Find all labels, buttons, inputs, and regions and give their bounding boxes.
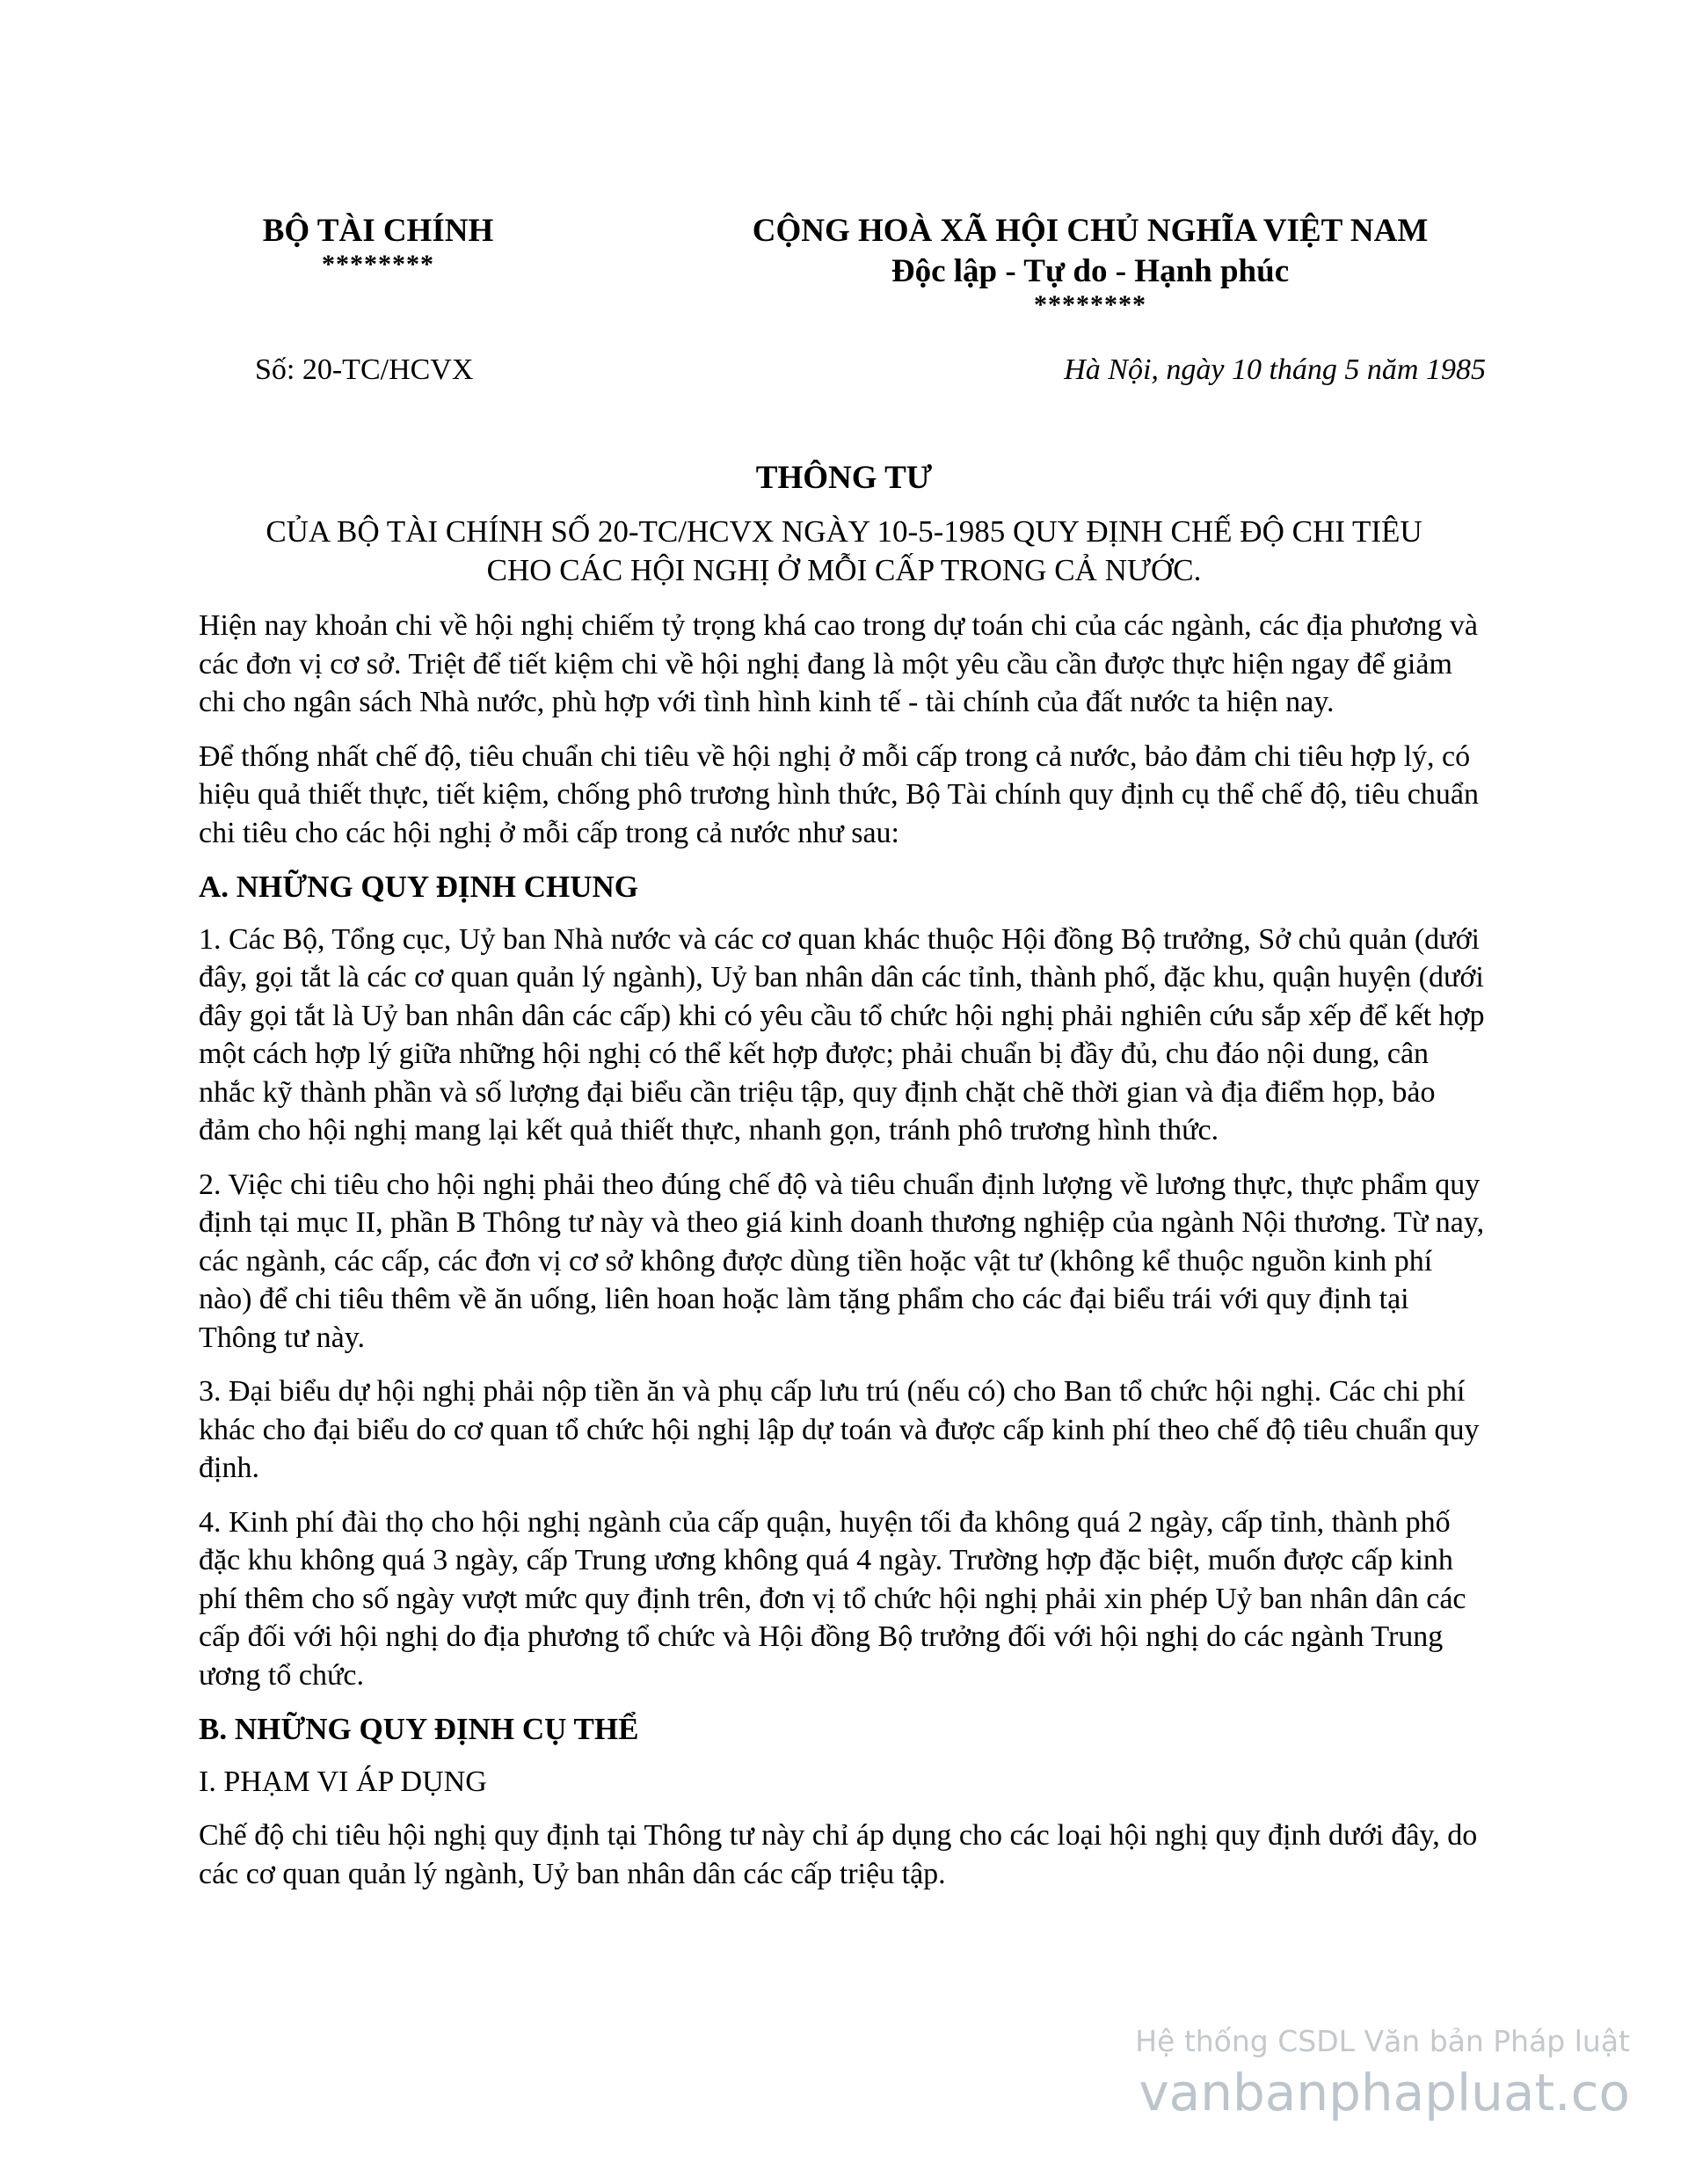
document-date: Hà Nội, ngày 10 tháng 5 năm 1985 [1064,353,1486,386]
section-a-item-3: 3. Đại biểu dự hội nghị phải nộp tiền ăn và phụ cấp lưu trú (nếu có) cho Ban tổ chức hội nghị. Các chi phí khác cho đại biểu do cơ quan tổ chức hội nghị lập dự toán và được cấp kinh phí theo chế độ tiêu chuẩn quy định. [199,1375,1480,1484]
section-a-item-2: 2. Việc chi tiêu cho hội nghị phải theo đúng chế độ và tiêu chuẩn định lượng về lương thực, thực phẩm quy định tại mục II, phần B Thông tư này và theo giá kinh doanh thương nghiệp của ngành Nội thương. Từ nay, các ngành, các cấp, các đơn vị cơ sở không được dùng tiền hoặc vật tư (không kể thuộc nguồn kinh phí nào) để chi tiêu thêm về ăn uống, liên hoan hoặc làm tặng phẩm cho các đại biểu trái với quy định tại Thông tư này. [199,1168,1485,1354]
agency-name: BỘ TÀI CHÍNH [262,213,494,249]
national-motto: Độc lập - Tự do - Hạnh phúc [891,253,1290,289]
agency-header [202,211,554,278]
subtitle-line-1: CỦA BỘ TÀI CHÍNH SỐ 20-TC/HCVX NGÀY 10-5-1985 QUY ĐỊNH CHẾ ĐỘ CHI TIÊU [266,514,1422,549]
section-a-item-4: 4. Kinh phí đài thọ cho hội nghị ngành của cấp quận, huyện tối đa không quá 2 ngày, cấp tỉnh, thành phố đặc khu không quá 3 ngày, cấp Trung ương không quá 4 ngày. Trường hợp đặc biệt, muốn được cấp kinh phí thêm cho số ngày vượt mức quy định trên, đơn vị tổ chức hội nghị phải xin phép Uỷ ban nhân dân các cấp đối với hội nghị do địa phương tổ chức và Hội đồng Bộ trưởng đối với hội nghị do các ngành Trung ương tổ chức. [199,1505,1466,1692]
document-subtitle [202,513,1486,590]
document-body [199,607,1491,1909]
section-b-heading: B. NHỮNG QUY ĐỊNH CỤ THỂ [199,1712,639,1746]
agency-separator: ******** [322,250,434,279]
section-a-item-1: 1. Các Bộ, Tổng cục, Uỷ ban Nhà nước và các cơ quan khác thuộc Hội đồng Bộ trưởng, Sở chủ quản (dưới đây, gọi tắt là các cơ quan quản lý ngành), Uỷ ban nhân dân các tỉnh, thành phố, đặc khu, quận huyện (dưới đây gọi tắt là Uỷ ban nhân dân các cấp) khi có yêu cầu tổ chức hội nghị phải nghiên cứu sắp xếp để kết hợp một cách hợp lý giữa những hội nghị có thể kết hợp được; phải chuẩn bị đầy đủ, chu đáo nội dung, cân nhắc kỹ thành phần và số lượng đại biểu cần triệu tập, quy định chặt chẽ thời gian và địa điểm họp, bảo đảm cho hội nghị mang lại kết quả thiết thực, nhanh gọn, tránh phô trương hình thức. [199,922,1485,1147]
motto-separator: ******** [1034,290,1146,319]
intro-paragraph-2: Để thống nhất chế độ, tiêu chuẩn chi tiêu về hội nghị ở mỗi cấp trong cả nước, bảo đảm chi tiêu hợp lý, có hiệu quả thiết thực, tiết kiệm, chống phô trương hình thức, Bộ Tài chính quy định cụ thể chế độ, tiêu chuẩn chi tiêu cho các hội nghị ở mỗi cấp trong cả nước như sau: [199,739,1479,849]
country-name: CỘNG HOÀ XÃ HỘI CHỦ NGHĨA VIỆT NAM [752,213,1429,249]
section-a-heading: A. NHỮNG QUY ĐỊNH CHUNG [199,870,639,904]
national-header [615,211,1565,318]
intro-paragraph-1: Hiện nay khoản chi về hội nghị chiếm tỷ trọng khá cao trong dự toán chi của các ngành, các địa phương và các đơn vị cơ sở. Triệt để tiết kiệm chi về hội nghị đang là một yêu cầu cần được thực hiện ngay để giảm chi cho ngân sách Nhà nước, phù hợp với tình hình kinh tế - tài chính của đất nước ta hiện nay. [199,609,1478,718]
document-number: Số: 20-TC/HCVX [255,353,474,386]
section-b-i-text: Chế độ chi tiêu hội nghị quy định tại Thông tư này chỉ áp dụng cho các loại hội nghị quy định dưới đây, do các cơ quan quản lý ngành, Uỷ ban nhân dân các cấp triệu tập. [199,1819,1478,1890]
section-b-subheading-i: I. PHẠM VI ÁP DỤNG [199,1765,487,1798]
watermark-caption: Hệ thống CSDL Văn bản Pháp luật [1135,2024,1630,2058]
document-title: THÔNG TƯ [755,460,933,496]
watermark-site: vanbanphapluat.co [1139,2063,1630,2122]
subtitle-line-2: CHO CÁC HỘI NGHỊ Ở MỖI CẤP TRONG CẢ NƯỚC. [486,553,1202,587]
